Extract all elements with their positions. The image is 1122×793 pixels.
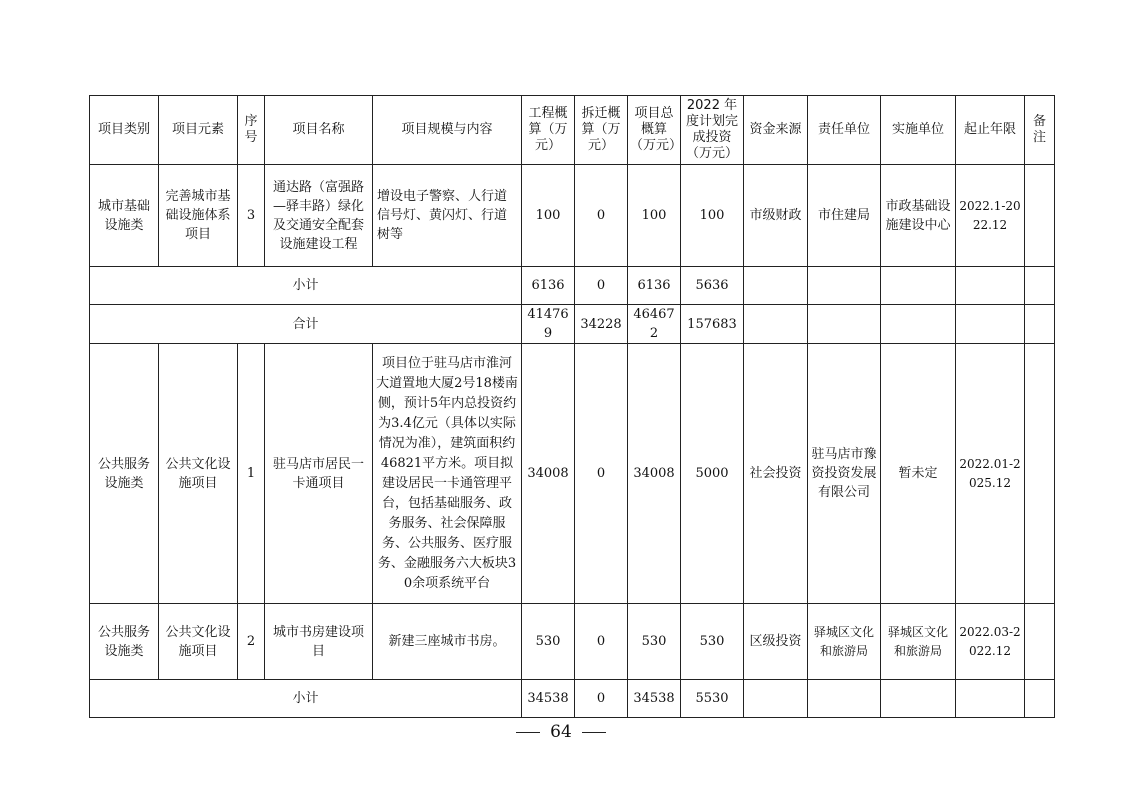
cell-fund: 社会投资 <box>744 344 808 604</box>
empty-cell <box>808 305 881 344</box>
header-impl: 实施单位 <box>881 96 956 165</box>
cell-eng: 530 <box>522 604 575 680</box>
cell-plan: 100 <box>681 165 744 267</box>
total-total: 464672 <box>628 305 681 344</box>
empty-cell <box>881 267 956 305</box>
header-row <box>90 96 1055 165</box>
empty-cell <box>808 680 881 718</box>
cell-eng: 100 <box>522 165 575 267</box>
total-label: 合计 <box>90 305 522 344</box>
header-total: 项目总概算（万元） <box>628 96 681 165</box>
cell-period: 2022.01-2025.12 <box>956 344 1025 604</box>
cell-scale: 增设电子警察、人行道信号灯、黄闪灯、行道树等 <box>373 165 522 267</box>
cell-impl: 驿城区文化和旅游局 <box>881 604 956 680</box>
table-row <box>90 165 1055 267</box>
subtotal-label: 小计 <box>90 680 522 718</box>
empty-cell <box>744 680 808 718</box>
subtotal-label: 小计 <box>90 267 522 305</box>
empty-cell <box>881 680 956 718</box>
empty-cell <box>808 267 881 305</box>
total-demol: 34228 <box>575 305 628 344</box>
subtotal-demol: 0 <box>575 267 628 305</box>
cell-category: 城市基础设施类 <box>90 165 159 267</box>
total-plan: 157683 <box>681 305 744 344</box>
footer-dash-right <box>582 732 606 733</box>
header-period: 起止年限 <box>956 96 1025 165</box>
cell-seq: 3 <box>238 165 265 267</box>
empty-cell <box>956 305 1025 344</box>
footer-dash-left <box>516 732 540 733</box>
header-resp: 责任单位 <box>808 96 881 165</box>
cell-scale: 新建三座城市书房。 <box>373 604 522 680</box>
cell-name: 通达路（富强路—驿丰路）绿化及交通安全配套设施建设工程 <box>265 165 373 267</box>
cell-name: 驻马店市居民一卡通项目 <box>265 344 373 604</box>
subtotal-row <box>90 267 1055 305</box>
cell-eng: 34008 <box>522 344 575 604</box>
empty-cell <box>1025 680 1055 718</box>
cell-category: 公共服务设施类 <box>90 344 159 604</box>
table-row <box>90 344 1055 604</box>
cell-total: 34008 <box>628 344 681 604</box>
cell-element: 完善城市基础设施体系项目 <box>159 165 238 267</box>
empty-cell <box>744 267 808 305</box>
cell-demol: 0 <box>575 165 628 267</box>
subtotal-plan: 5636 <box>681 267 744 305</box>
empty-cell <box>956 680 1025 718</box>
cell-remark <box>1025 344 1055 604</box>
empty-cell <box>956 267 1025 305</box>
header-eng: 工程概算（万元） <box>522 96 575 165</box>
table-row <box>90 604 1055 680</box>
empty-cell <box>744 305 808 344</box>
subtotal-eng: 6136 <box>522 267 575 305</box>
header-plan: 2022 年度计划完成投资（万元） <box>681 96 744 165</box>
cell-element: 公共文化设施项目 <box>159 344 238 604</box>
subtotal-total: 34538 <box>628 680 681 718</box>
cell-period: 2022.03-2022.12 <box>956 604 1025 680</box>
cell-plan: 530 <box>681 604 744 680</box>
total-row <box>90 305 1055 344</box>
project-table-sheet <box>89 95 1055 718</box>
cell-fund: 市级财政 <box>744 165 808 267</box>
cell-demol: 0 <box>575 604 628 680</box>
cell-resp: 驻马店市豫资投资发展有限公司 <box>808 344 881 604</box>
cell-category: 公共服务设施类 <box>90 604 159 680</box>
cell-scale: 项目位于驻马店市淮河大道置地大厦2号18楼南侧，预计5年内总投资约为3.4亿元（具体以实际情况为准），建筑面积约46821平方米。项目拟建设居民一卡通管理平台，包括基础服务、政务服务、社会保障服务、公共服务、医疗服务、金融服务六大板块30余项系统平台 <box>373 344 522 604</box>
empty-cell <box>881 305 956 344</box>
empty-cell <box>1025 267 1055 305</box>
cell-total: 530 <box>628 604 681 680</box>
subtotal-eng: 34538 <box>522 680 575 718</box>
project-table <box>89 95 1055 718</box>
empty-cell <box>1025 305 1055 344</box>
cell-remark <box>1025 604 1055 680</box>
cell-period: 2022.1-2022.12 <box>956 165 1025 267</box>
header-name: 项目名称 <box>265 96 373 165</box>
cell-resp: 驿城区文化和旅游局 <box>808 604 881 680</box>
cell-impl: 暂未定 <box>881 344 956 604</box>
header-demol: 拆迁概算（万元） <box>575 96 628 165</box>
total-eng: 414769 <box>522 305 575 344</box>
header-fund: 资金来源 <box>744 96 808 165</box>
header-category: 项目类别 <box>90 96 159 165</box>
header-element: 项目元素 <box>159 96 238 165</box>
subtotal-total: 6136 <box>628 267 681 305</box>
page-footer <box>0 722 1122 742</box>
cell-total: 100 <box>628 165 681 267</box>
cell-remark <box>1025 165 1055 267</box>
subtotal-demol: 0 <box>575 680 628 718</box>
cell-name: 城市书房建设项目 <box>265 604 373 680</box>
cell-plan: 5000 <box>681 344 744 604</box>
page-number: 64 <box>550 722 572 742</box>
cell-seq: 2 <box>238 604 265 680</box>
cell-seq: 1 <box>238 344 265 604</box>
header-seq: 序号 <box>238 96 265 165</box>
cell-demol: 0 <box>575 344 628 604</box>
subtotal-plan: 5530 <box>681 680 744 718</box>
cell-impl: 市政基础设施建设中心 <box>881 165 956 267</box>
cell-fund: 区级投资 <box>744 604 808 680</box>
cell-resp: 市住建局 <box>808 165 881 267</box>
header-scale: 项目规模与内容 <box>373 96 522 165</box>
cell-element: 公共文化设施项目 <box>159 604 238 680</box>
subtotal-row <box>90 680 1055 718</box>
header-remark: 备注 <box>1025 96 1055 165</box>
